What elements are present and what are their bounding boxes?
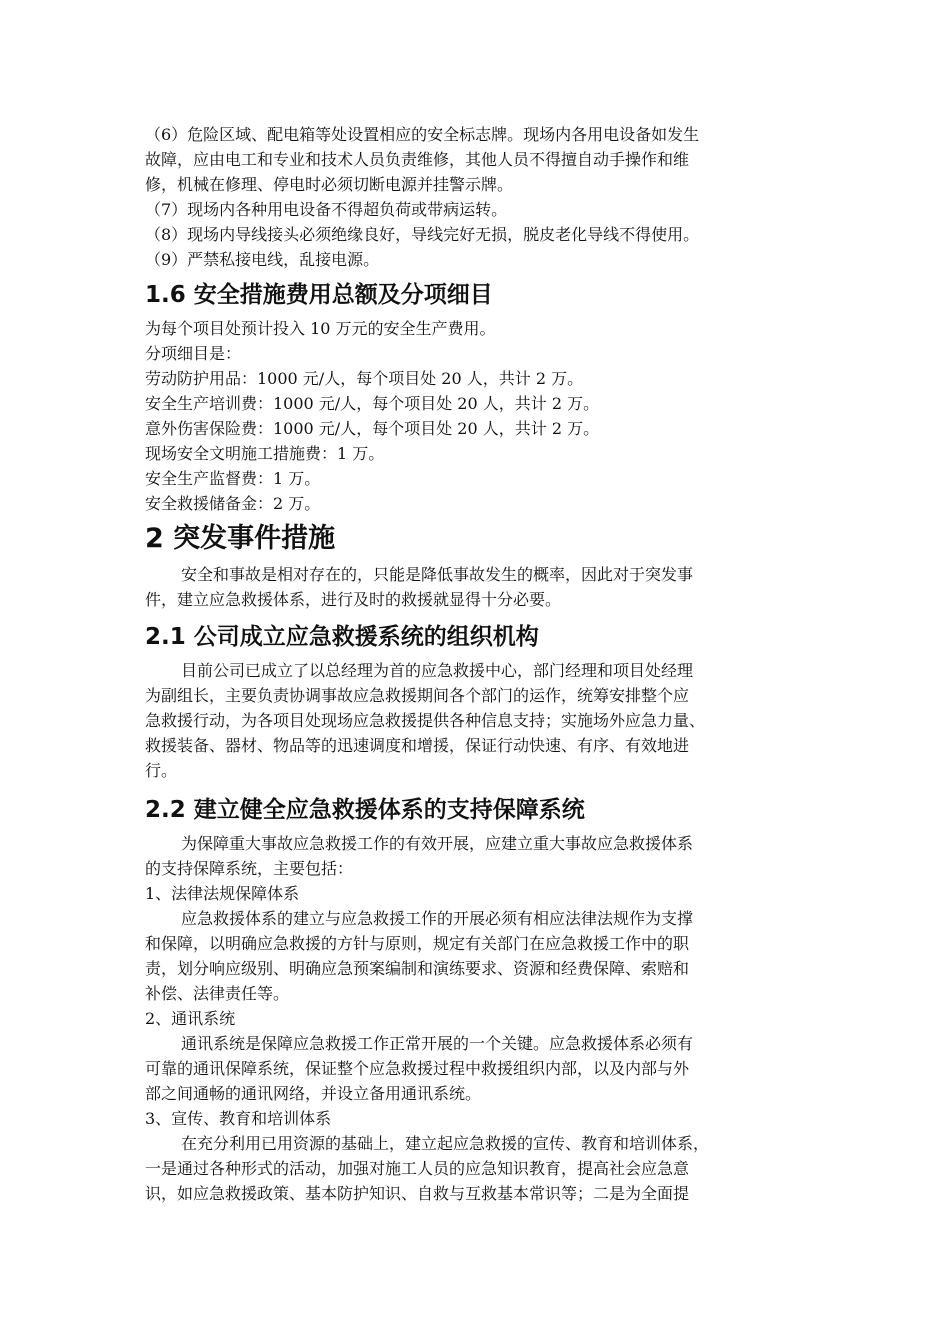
section-2-2-body [145,831,807,1206]
body-line: 分项细目是： [145,344,242,363]
list-line: 修，机械在修理、停电时必须切断电源并挂警示牌。 [145,175,514,194]
heading-2-2: 2.2 建立健全应急救援体系的支持保障系统 [145,797,585,823]
heading-1-6: 1.6 安全措施费用总额及分项细目 [145,282,493,308]
electrical-safety-list [145,122,807,272]
list-line: （7）现场内各种用电设备不得超负荷或带病运转。 [145,200,508,219]
body-line: 和保障，以明确应急救援的方针与原则，规定有关部门在应急救援工作中的职 [145,934,690,953]
body-line: 一是通过各种形式的活动，加强对施工人员的应急知识教育，提高社会应急意 [145,1159,690,1178]
section-2-1-body [145,658,807,783]
section-2-body [145,562,807,612]
body-line: 部之间通畅的通讯网络，并设立备用通讯系统。 [145,1084,482,1103]
body-line: 通讯系统是保障应急救援工作正常开展的一个关键。应急救援体系必须有 [181,1034,694,1053]
body-line: 为保障重大事故应急救援工作的有效开展，应建立重大事故应急救援体系 [181,834,694,853]
body-line: 急救援行动，为各项目处现场应急救援提供各种信息支持；实施场外应急力量、 [145,711,706,730]
body-line: 为副组长，主要负责协调事故应急救援期间各个部门的运作，统筹安排整个应 [145,686,690,705]
list-line: （8）现场内导线接头必须绝缘良好，导线完好无损，脱皮老化导线不得使用。 [145,225,700,244]
subitem-title: 3、宣传、教育和培训体系 [145,1109,332,1128]
body-line: 劳动防护用品：1000 元/人，每个项目处 20 人，共计 2 万。 [145,369,584,388]
body-line: 责，划分响应级别、明确应急预案编制和演练要求、资源和经费保障、索赔和 [145,959,690,978]
body-line: 行。 [145,761,178,780]
document-page [145,122,807,1206]
body-line: 的支持保障系统，主要包括： [145,859,354,878]
body-line: 在充分利用已用资源的基础上，建立起应急救援的宣传、教育和培训体系， [181,1134,710,1153]
body-line: 意外伤害保险费：1000 元/人，每个项目处 20 人，共计 2 万。 [145,419,600,438]
list-line: （6）危险区域、配电箱等处设置相应的安全标志牌。现场内各用电设备如发生 [145,125,700,144]
body-line: 件，建立应急救援体系，进行及时的救援就显得十分必要。 [145,590,562,609]
body-line: 安全救援储备金：2 万。 [145,494,321,513]
body-line: 为每个项目处预计投入 10 万元的安全生产费用。 [145,319,496,338]
body-line: 应急救援体系的建立与应急救援工作的开展必须有相应法律法规作为支撑 [181,909,694,928]
body-line: 安全生产培训费：1000 元/人，每个项目处 20 人，共计 2 万。 [145,394,600,413]
body-line: 可靠的通讯保障系统，保证整个应急救援过程中救援组织内部，以及内部与外 [145,1059,690,1078]
list-line: 故障，应由电工和专业和技术人员负责维修，其他人员不得擅自动手操作和维 [145,150,690,169]
body-line: 识，如应急救援政策、基本防护知识、自救与互救基本常识等；二是为全面提 [145,1184,690,1203]
body-line: 目前公司已成立了以总经理为首的应急救援中心，部门经理和项目处经理 [181,661,694,680]
body-line: 安全生产监督费：1 万。 [145,469,321,488]
subitem-title: 2、通讯系统 [145,1009,236,1028]
body-line: 补偿、法律责任等。 [145,984,290,1003]
body-line: 现场安全文明施工措施费：1 万。 [145,444,385,463]
body-line: 安全和事故是相对存在的，只能是降低事故发生的概率，因此对于突发事 [181,565,694,584]
subitem-title: 1、法律法规保障体系 [145,884,300,903]
heading-2-1: 2.1 公司成立应急救援系统的组织机构 [145,624,539,650]
body-line: 救援装备、器材、物品等的迅速调度和增援，保证行动快速、有序、有效地进 [145,736,690,755]
heading-2: 2 突发事件措施 [145,523,336,554]
list-line: （9）严禁私接电线，乱接电源。 [145,250,380,269]
section-1-6-body [145,316,807,516]
